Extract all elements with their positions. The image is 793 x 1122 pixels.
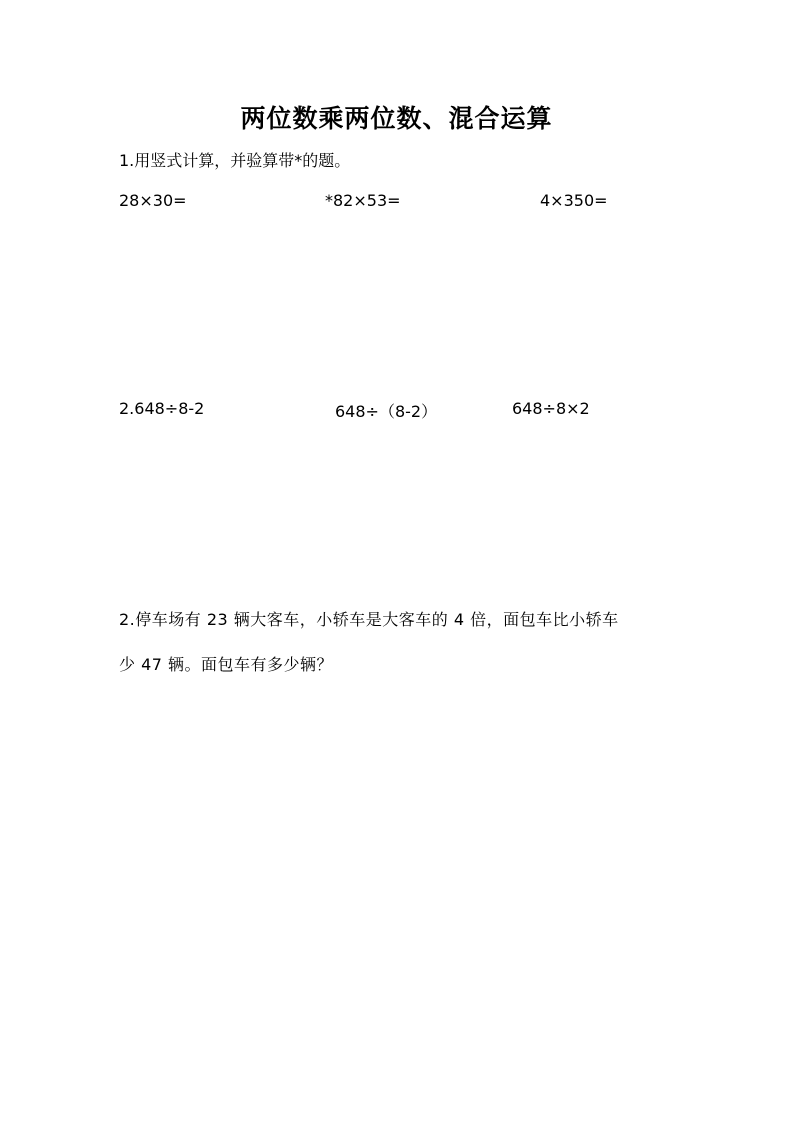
problem-1c: 4×350= xyxy=(540,191,608,210)
problem-1a: 28×30= xyxy=(119,191,187,210)
question-1-instruction: 1.用竖式计算，并验算带*的题。 xyxy=(119,151,351,170)
word-problem-line-1: 2.停车场有 23 辆大客车，小轿车是大客车的 4 倍，面包车比小轿车 xyxy=(119,610,619,629)
problem-2a: 2.648÷8-2 xyxy=(119,399,205,418)
page-title: 两位数乘两位数、混合运算 xyxy=(240,104,553,133)
problem-1b: *82×53= xyxy=(325,191,401,210)
word-problem-line-2: 少 47 辆。面包车有多少辆？ xyxy=(119,655,334,674)
problem-2c: 648÷8×2 xyxy=(512,399,590,418)
problem-2b: 648÷（8-2） xyxy=(335,402,438,421)
